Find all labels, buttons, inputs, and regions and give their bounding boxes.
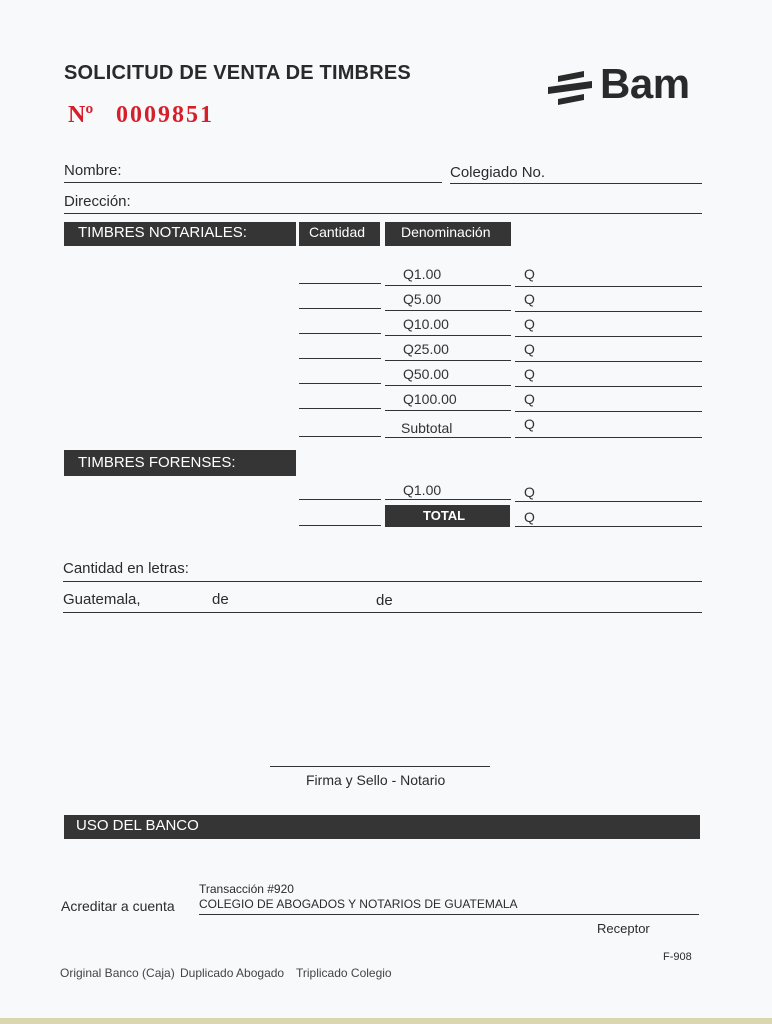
- denominacion-header: [385, 222, 511, 246]
- currency-symbol: Q: [524, 291, 535, 307]
- amount-line[interactable]: [515, 437, 702, 438]
- cantidad-line[interactable]: [299, 308, 381, 309]
- cantidad-line[interactable]: [299, 358, 381, 359]
- de-label-1: de: [212, 591, 229, 608]
- denom-line: [385, 437, 511, 438]
- bam-logo: [544, 60, 714, 116]
- currency-symbol: Q: [524, 341, 535, 357]
- cantidad-header: [299, 222, 380, 246]
- amount-line[interactable]: [515, 501, 702, 502]
- denomination-value: Q100.00: [403, 391, 457, 407]
- colegiado-label: Colegiado No.: [450, 164, 546, 181]
- denomination-value: Q1.00: [403, 266, 442, 282]
- total-currency: Q: [524, 509, 535, 525]
- uso-banco-bar: [64, 815, 700, 839]
- cantidad-line[interactable]: [299, 525, 381, 526]
- forenses-section-label: TIMBRES FORENSES:: [78, 454, 236, 471]
- denom-line: [385, 310, 511, 311]
- signature-label: Firma y Sello - Notario: [306, 772, 446, 788]
- form-code: F-908: [663, 951, 692, 963]
- amount-line[interactable]: [515, 386, 702, 387]
- cuenta-nombre: COLEGIO DE ABOGADOS Y NOTARIOS DE GUATEMALA: [199, 897, 518, 911]
- notariales-section-label: TIMBRES NOTARIALES:: [78, 224, 247, 241]
- signature-line[interactable]: [270, 766, 490, 767]
- currency-symbol: Q: [524, 316, 535, 332]
- fecha-line[interactable]: [63, 612, 702, 613]
- currency-symbol: Q: [524, 391, 535, 407]
- footer-triplicado: Triplicado Colegio: [296, 966, 392, 980]
- forenses-denomination: Q1.00: [403, 482, 442, 498]
- amount-line[interactable]: [515, 311, 702, 312]
- form-title: SOLICITUD DE VENTA DE TIMBRES: [64, 62, 411, 84]
- direccion-label: Dirección:: [64, 193, 131, 210]
- direccion-line[interactable]: [64, 213, 702, 214]
- subtotal-label: Subtotal: [401, 420, 453, 436]
- denomination-value: Q25.00: [403, 341, 449, 357]
- denom-line: [385, 360, 511, 361]
- cantidad-line[interactable]: [299, 408, 381, 409]
- guatemala-label: Guatemala,: [63, 591, 141, 608]
- denom-line: [385, 285, 511, 286]
- amount-line[interactable]: [515, 411, 702, 412]
- cuenta-line[interactable]: [199, 914, 699, 915]
- serial-number: 0009851: [116, 102, 214, 128]
- currency-symbol: Q: [524, 484, 535, 500]
- amount-line[interactable]: [515, 286, 702, 287]
- acreditar-label: Acreditar a cuenta: [61, 898, 175, 914]
- total-label: TOTAL: [423, 508, 466, 523]
- cantidad-line[interactable]: [299, 283, 381, 284]
- cantidad-line[interactable]: [299, 333, 381, 334]
- uso-banco-label: USO DEL BANCO: [76, 817, 199, 834]
- logo-text: Bam: [600, 60, 690, 107]
- nombre-label: Nombre:: [64, 162, 122, 179]
- cantidad-line[interactable]: [299, 383, 381, 384]
- denom-line: [385, 499, 511, 500]
- colegiado-line[interactable]: [450, 183, 702, 184]
- notariales-section-bar: [64, 222, 296, 246]
- denom-line: [385, 385, 511, 386]
- de-label-2: de: [376, 592, 393, 609]
- cantidad-letras-line[interactable]: [63, 581, 702, 582]
- receptor-label: Receptor: [597, 921, 650, 936]
- denomination-value: Q10.00: [403, 316, 449, 332]
- total-amount-line[interactable]: [515, 526, 702, 527]
- serial-prefix: Nº: [68, 102, 94, 128]
- forenses-section-bar: [64, 450, 296, 476]
- denom-line: [385, 335, 511, 336]
- bam-logo-icon: [544, 66, 600, 114]
- footer-duplicado: Duplicado Abogado: [180, 966, 285, 980]
- cantidad-header-label: Cantidad: [309, 224, 366, 240]
- nombre-line[interactable]: [64, 182, 442, 183]
- currency-symbol: Q: [524, 266, 535, 282]
- footer-original: Original Banco (Caja): [60, 966, 175, 980]
- total-bar: [385, 505, 510, 527]
- cantidad-letras-label: Cantidad en letras:: [63, 560, 189, 577]
- denomination-value: Q50.00: [403, 366, 449, 382]
- currency-symbol: Q: [524, 366, 535, 382]
- amount-line[interactable]: [515, 336, 702, 337]
- amount-line[interactable]: [515, 361, 702, 362]
- transaccion-text: Transacción #920: [199, 882, 294, 896]
- denom-line: [385, 410, 511, 411]
- currency-symbol: Q: [524, 416, 535, 432]
- cantidad-line[interactable]: [299, 499, 381, 500]
- denominacion-header-label: Denominación: [401, 224, 491, 240]
- page-edge: [0, 1018, 772, 1024]
- denomination-value: Q5.00: [403, 291, 442, 307]
- cantidad-line[interactable]: [299, 436, 381, 437]
